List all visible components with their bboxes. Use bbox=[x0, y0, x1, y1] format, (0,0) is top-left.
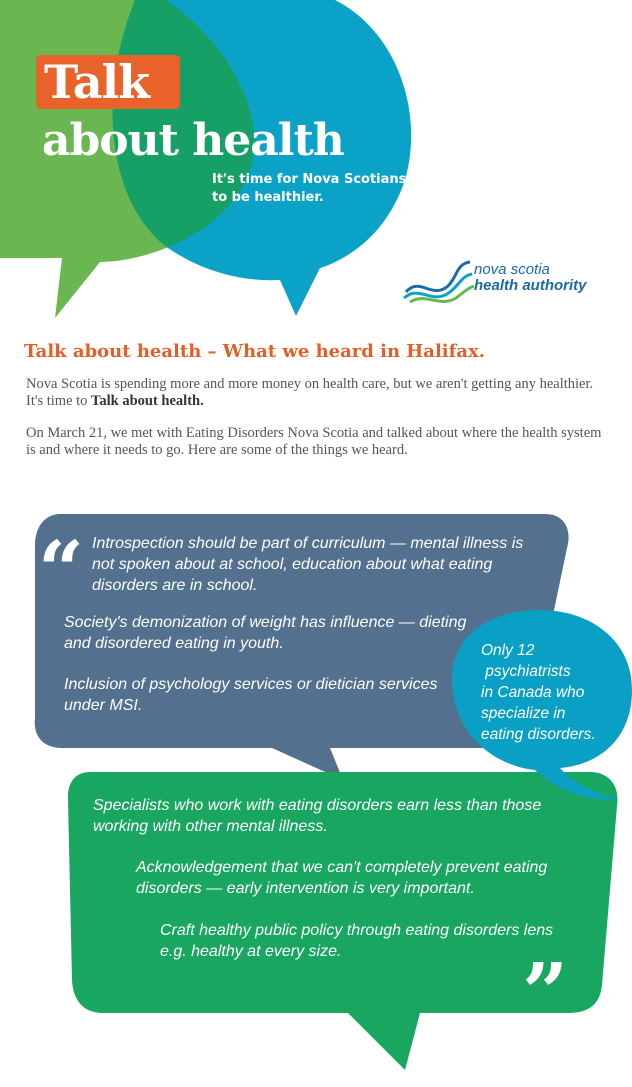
callout-line: Only 12 bbox=[481, 642, 535, 659]
quote-line: Inclusion of psychology services or dietician services bbox=[64, 676, 438, 693]
quote-line: disorders are in school. bbox=[92, 577, 258, 594]
quote-line: Society's demonization of weight has influence — dieting bbox=[64, 614, 467, 631]
logo-line1: nova scotia bbox=[474, 261, 550, 278]
intro-paragraph-1 bbox=[26, 376, 606, 410]
quote-line: working with other mental illness. bbox=[93, 818, 328, 835]
logo-line2: health authority bbox=[474, 277, 587, 294]
quote-blue-1 bbox=[92, 533, 552, 596]
quote-line: Introspection should be part of curriculum — mental illness is bbox=[92, 535, 524, 552]
tagline-line2: to be healthier. bbox=[212, 190, 324, 205]
quote-line: Craft healthy public policy through eating disorders lens bbox=[160, 922, 554, 939]
quote-line: e.g. healthy at every size. bbox=[160, 943, 342, 960]
callout-line: eating disorders. bbox=[481, 726, 596, 743]
tagline bbox=[212, 171, 422, 207]
callout-line: in Canada who bbox=[481, 684, 585, 701]
quote-line: disorders — early intervention is very important. bbox=[136, 880, 475, 897]
open-quote-mark: “ bbox=[38, 523, 85, 617]
quote-line: Specialists who work with eating disorders earn less than those bbox=[93, 797, 542, 814]
callout-line: psychiatrists bbox=[481, 663, 571, 680]
quote-green-2 bbox=[136, 857, 586, 899]
quote-blue-3 bbox=[64, 674, 464, 716]
quote-line: under MSI. bbox=[64, 697, 143, 714]
intro-paragraph-1-text: Nova Scotia is spending more and more money on health care, but we aren't getting any healthier. It's time to bbox=[26, 376, 594, 409]
nsha-logo-text bbox=[474, 262, 587, 294]
tagline-line1: It's time for Nova Scotians bbox=[212, 172, 407, 187]
quote-line: and disordered eating in youth. bbox=[64, 635, 284, 652]
intro-paragraph-1-bold: Talk about health. bbox=[91, 393, 204, 409]
section-heading: Talk about health – What we heard in Halifax. bbox=[24, 341, 486, 362]
callout-line: specialize in bbox=[481, 705, 566, 722]
quote-line: not spoken about at school, education about what eating bbox=[92, 556, 493, 573]
quote-green-1 bbox=[93, 795, 593, 837]
title-about-health: about health bbox=[42, 115, 344, 166]
quote-line: Acknowledgement that we can't completely prevent eating bbox=[136, 859, 548, 876]
close-quote-mark: ” bbox=[522, 945, 569, 1039]
wave-logo-icon bbox=[404, 262, 474, 302]
quote-blue-2 bbox=[64, 612, 484, 654]
intro-paragraph-2: On March 21, we met with Eating Disorders Nova Scotia and talked about where the health system is and where it needs to go. Here are some of the things we heard. bbox=[26, 425, 602, 458]
title-talk: Talk bbox=[44, 55, 149, 109]
psychiatrist-callout bbox=[481, 640, 631, 745]
